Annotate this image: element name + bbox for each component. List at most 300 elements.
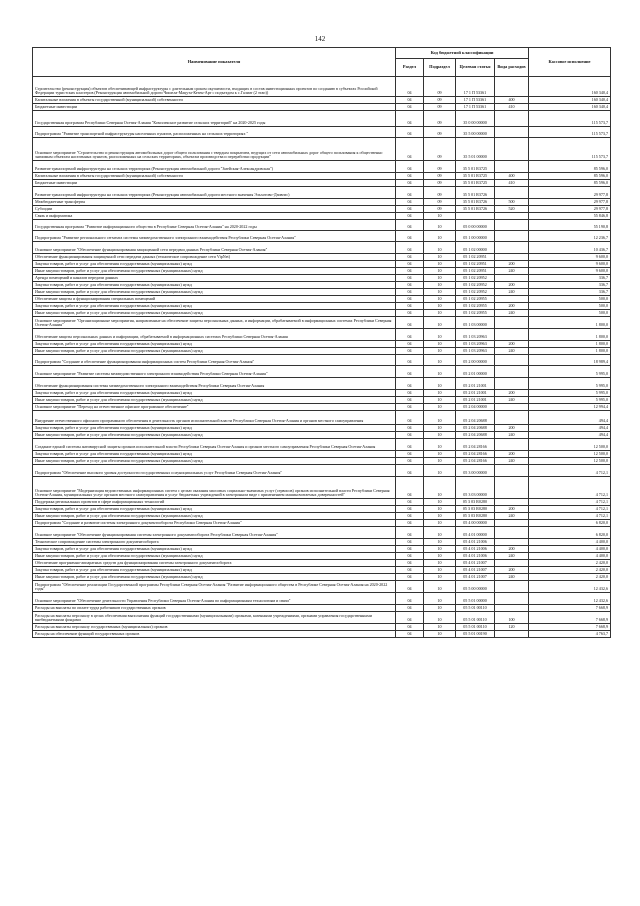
row-podrazdel: 10 bbox=[424, 329, 456, 341]
row-razdel: 04 bbox=[396, 111, 424, 127]
row-amount: 4 712,1 bbox=[529, 506, 611, 513]
row-name: Основное мероприятие "Строительство и реконструкция автомобильных дорог общего пользования с твердым покрытием, ведущих от сети автомобильных дорог общего пользования к общественно значимым объектам населенных пунктов, расположенных на сельских территориях, объектам производства и переработки продукции" bbox=[33, 138, 396, 161]
row-podrazdel: 10 bbox=[424, 213, 456, 220]
table-row bbox=[33, 378, 611, 390]
row-vid: 240 bbox=[495, 289, 529, 296]
row-razdel: 04 bbox=[396, 355, 424, 366]
row-name: Иные закупки товаров, работ и услуг для обеспечения государственных (муниципальных) нужд bbox=[33, 348, 396, 355]
row-celevaya: 05 1 00 00000 bbox=[456, 231, 495, 242]
row-name: Основное мероприятие "Обеспечение функционирования защищенной сети передачи данных Республики Северная Осетия-Алания" bbox=[33, 242, 396, 254]
page-number: 142 bbox=[314, 35, 326, 43]
table-row bbox=[33, 173, 611, 180]
row-vid bbox=[495, 77, 529, 97]
row-celevaya bbox=[456, 213, 495, 220]
row-podrazdel: 10 bbox=[424, 520, 456, 527]
row-amount: 1 800,0 bbox=[529, 348, 611, 355]
row-vid: 400 bbox=[495, 97, 529, 104]
table-row bbox=[33, 404, 611, 411]
table-row bbox=[33, 282, 611, 289]
row-razdel: 04 bbox=[396, 303, 424, 310]
table-row bbox=[33, 355, 611, 366]
row-name: Внедрение отечественного офисного программного обеспечения в деятельность органов исполнительной власти Республики Северная Осетия-Алания и органов местного самоуправления bbox=[33, 411, 396, 425]
row-razdel: 04 bbox=[396, 605, 424, 612]
row-celevaya: 35 5 01 00000 bbox=[456, 138, 495, 161]
row-podrazdel: 10 bbox=[424, 546, 456, 553]
row-amount: 500,0 bbox=[529, 303, 611, 310]
row-podrazdel: 09 bbox=[424, 187, 456, 199]
row-amount: 4 400,0 bbox=[529, 539, 611, 546]
row-razdel: 04 bbox=[396, 199, 424, 206]
row-name: Субсидии bbox=[33, 206, 396, 213]
row-razdel: 04 bbox=[396, 348, 424, 355]
table-row bbox=[33, 560, 611, 567]
row-name: Закупка товаров, работ и услуг для обеспечения государственных (муниципальных) нужд bbox=[33, 341, 396, 348]
row-celevaya: 05 5 01 00110 bbox=[456, 612, 495, 624]
row-razdel: 04 bbox=[396, 187, 424, 199]
row-podrazdel: 10 bbox=[424, 499, 456, 506]
row-amount: 85 596,0 bbox=[529, 161, 611, 173]
row-podrazdel: 10 bbox=[424, 553, 456, 560]
row-razdel: 04 bbox=[396, 553, 424, 560]
row-celevaya: 05 1 02 20951 bbox=[456, 268, 495, 275]
row-podrazdel: 10 bbox=[424, 310, 456, 317]
row-name: Развитие транспортной инфраструктуры на сельских территориях (Реконструкция автомобильной дороги местного значения Эльхотово-Дзивгис) bbox=[33, 187, 396, 199]
row-vid bbox=[495, 355, 529, 366]
row-razdel: 04 bbox=[396, 231, 424, 242]
table-row bbox=[33, 397, 611, 404]
table-row bbox=[33, 366, 611, 378]
row-razdel: 04 bbox=[396, 574, 424, 581]
table-row bbox=[33, 477, 611, 499]
table-row bbox=[33, 451, 611, 458]
row-celevaya: 05 1 02 20952 bbox=[456, 289, 495, 296]
row-amount: 4 712,1 bbox=[529, 513, 611, 520]
row-celevaya: 05 2 01 21001 bbox=[456, 397, 495, 404]
row-name: Иные закупки товаров, работ и услуг для обеспечения государственных (муниципальных) нужд bbox=[33, 432, 396, 439]
row-amount: 160 340,4 bbox=[529, 77, 611, 97]
table-row bbox=[33, 231, 611, 242]
row-podrazdel: 10 bbox=[424, 282, 456, 289]
table-row bbox=[33, 213, 611, 220]
row-razdel: 04 bbox=[396, 612, 424, 624]
table-row bbox=[33, 254, 611, 261]
row-amount: 336,7 bbox=[529, 282, 611, 289]
row-amount: 12 500,0 bbox=[529, 458, 611, 465]
table-row bbox=[33, 605, 611, 612]
row-name: Иные закупки товаров, работ и услуг для обеспечения государственных (муниципальных) нужд bbox=[33, 268, 396, 275]
row-name: Подпрограмма "Обеспечение высокого уровня доступности государственных и муниципальных услуг Республики Северная Осетия-Алания" bbox=[33, 465, 396, 477]
row-celevaya: 05 1 02 20951 bbox=[456, 261, 495, 268]
row-vid bbox=[495, 499, 529, 506]
row-amount: 5 995,0 bbox=[529, 390, 611, 397]
row-podrazdel: 09 bbox=[424, 161, 456, 173]
row-celevaya: 05 1 02 20955 bbox=[456, 310, 495, 317]
row-razdel: 04 bbox=[396, 220, 424, 231]
row-celevaya: 35 5 01 R3726 bbox=[456, 199, 495, 206]
row-vid bbox=[495, 138, 529, 161]
table-row bbox=[33, 348, 611, 355]
row-vid: 240 bbox=[495, 458, 529, 465]
row-name: Основное мероприятие "Обеспечение деятельности Управления Республики Северная Осетия-Алания по информационным технологиям и связи" bbox=[33, 593, 396, 605]
row-razdel: 04 bbox=[396, 506, 424, 513]
row-razdel: 04 bbox=[396, 378, 424, 390]
row-celevaya: 05 1 03 20963 bbox=[456, 341, 495, 348]
row-podrazdel: 10 bbox=[424, 631, 456, 638]
header-podrazdel: Подраздел bbox=[424, 59, 456, 77]
row-razdel: 04 bbox=[396, 458, 424, 465]
table-row bbox=[33, 341, 611, 348]
row-razdel: 04 bbox=[396, 282, 424, 289]
table-row bbox=[33, 631, 611, 638]
row-podrazdel: 09 bbox=[424, 180, 456, 187]
row-podrazdel: 10 bbox=[424, 303, 456, 310]
row-razdel: 04 bbox=[396, 329, 424, 341]
row-celevaya: 17 1 П 53361 bbox=[456, 104, 495, 111]
header-kassa: Кассовое исполнение bbox=[529, 48, 611, 77]
row-vid bbox=[495, 111, 529, 127]
row-razdel: 04 bbox=[396, 242, 424, 254]
row-podrazdel: 10 bbox=[424, 366, 456, 378]
row-razdel: 04 bbox=[396, 254, 424, 261]
table-row bbox=[33, 275, 611, 282]
row-amount: 85 596,0 bbox=[529, 173, 611, 180]
row-vid bbox=[495, 213, 529, 220]
row-amount: 7 668,9 bbox=[529, 624, 611, 631]
row-razdel: 04 bbox=[396, 275, 424, 282]
row-vid bbox=[495, 539, 529, 546]
row-podrazdel: 10 bbox=[424, 513, 456, 520]
row-celevaya: 05 1 02 20955 bbox=[456, 296, 495, 303]
row-razdel: 04 bbox=[396, 631, 424, 638]
row-vid bbox=[495, 465, 529, 477]
row-name: Основное мероприятие "Развитие системы межведомственного электронного взаимодействия Республики Северная Осетия-Алания" bbox=[33, 366, 396, 378]
row-vid bbox=[495, 220, 529, 231]
row-celevaya: 05 4 01 21007 bbox=[456, 567, 495, 574]
row-razdel: 04 bbox=[396, 289, 424, 296]
row-amount: 7 668,9 bbox=[529, 612, 611, 624]
row-celevaya: 05 5 01 00110 bbox=[456, 624, 495, 631]
table-row bbox=[33, 127, 611, 138]
row-vid bbox=[495, 231, 529, 242]
row-amount: 4 712,1 bbox=[529, 477, 611, 499]
row-vid bbox=[495, 317, 529, 329]
row-celevaya: 05 5 01 00000 bbox=[456, 593, 495, 605]
row-celevaya: 05 2 04 00000 bbox=[456, 404, 495, 411]
row-podrazdel: 10 bbox=[424, 574, 456, 581]
table-row bbox=[33, 624, 611, 631]
row-amount: 12 236,7 bbox=[529, 231, 611, 242]
row-amount: 5 995,0 bbox=[529, 366, 611, 378]
row-amount: 4 400,0 bbox=[529, 553, 611, 560]
row-razdel: 04 bbox=[396, 546, 424, 553]
row-podrazdel: 09 bbox=[424, 97, 456, 104]
row-vid: 200 bbox=[495, 425, 529, 432]
row-celevaya: 35 5 01 R3725 bbox=[456, 173, 495, 180]
table-header bbox=[33, 48, 611, 77]
row-amount: 85 596,0 bbox=[529, 180, 611, 187]
row-podrazdel: 09 bbox=[424, 199, 456, 206]
row-podrazdel: 10 bbox=[424, 567, 456, 574]
row-podrazdel: 09 bbox=[424, 111, 456, 127]
row-amount: 10 436,7 bbox=[529, 242, 611, 254]
row-razdel: 04 bbox=[396, 451, 424, 458]
table-row bbox=[33, 506, 611, 513]
row-razdel: 04 bbox=[396, 513, 424, 520]
table-row bbox=[33, 289, 611, 296]
row-name: Бюджетные инвестиции bbox=[33, 180, 396, 187]
row-podrazdel: 09 bbox=[424, 104, 456, 111]
row-razdel: 04 bbox=[396, 317, 424, 329]
row-podrazdel: 10 bbox=[424, 348, 456, 355]
row-podrazdel: 10 bbox=[424, 527, 456, 539]
row-celevaya: 05 1 02 20952 bbox=[456, 282, 495, 289]
row-vid bbox=[495, 161, 529, 173]
row-razdel: 04 bbox=[396, 425, 424, 432]
row-vid bbox=[495, 242, 529, 254]
row-name: Иные закупки товаров, работ и услуг для обеспечения государственных (муниципальных) нужд bbox=[33, 289, 396, 296]
row-razdel: 04 bbox=[396, 104, 424, 111]
row-celevaya: 05 1 03 00000 bbox=[456, 317, 495, 329]
row-celevaya: 35 5 01 R3726 bbox=[456, 206, 495, 213]
row-razdel: 04 bbox=[396, 527, 424, 539]
row-razdel: 04 bbox=[396, 404, 424, 411]
row-podrazdel: 10 bbox=[424, 231, 456, 242]
row-amount: 6 820,0 bbox=[529, 520, 611, 527]
table-row bbox=[33, 553, 611, 560]
row-name: Иные закупки товаров, работ и услуг для обеспечения государственных (муниципальных) нужд bbox=[33, 574, 396, 581]
row-vid: 240 bbox=[495, 513, 529, 520]
table-row bbox=[33, 527, 611, 539]
table-row bbox=[33, 77, 611, 97]
row-celevaya: 05 2 01 21001 bbox=[456, 390, 495, 397]
row-celevaya: 35 5 00 00000 bbox=[456, 127, 495, 138]
table-row bbox=[33, 242, 611, 254]
row-celevaya: 05 2 04 20688 bbox=[456, 432, 495, 439]
row-celevaya: 05 5 01 00110 bbox=[456, 605, 495, 612]
row-podrazdel: 10 bbox=[424, 465, 456, 477]
row-name: Иные закупки товаров, работ и услуг для обеспечения государственных (муниципальных) нужд bbox=[33, 513, 396, 520]
row-amount: 494,4 bbox=[529, 411, 611, 425]
table-row bbox=[33, 329, 611, 341]
row-podrazdel: 09 bbox=[424, 206, 456, 213]
row-podrazdel: 10 bbox=[424, 477, 456, 499]
table-row bbox=[33, 465, 611, 477]
row-podrazdel: 10 bbox=[424, 425, 456, 432]
row-amount: 4 763,7 bbox=[529, 631, 611, 638]
row-vid: 200 bbox=[495, 451, 529, 458]
row-name: Развитие транспортной инфраструктуры на сельских территориях (Реконструкция автомобильной дороги "Змейская-Александровская") bbox=[33, 161, 396, 173]
row-razdel: 04 bbox=[396, 206, 424, 213]
row-razdel: 04 bbox=[396, 439, 424, 451]
table-row bbox=[33, 425, 611, 432]
row-name: Подпрограмма "Создание и развитие системы электронного документооборота Республики Северная Осетия-Алания" bbox=[33, 520, 396, 527]
row-podrazdel: 10 bbox=[424, 378, 456, 390]
row-amount: 2 420,0 bbox=[529, 560, 611, 567]
row-amount: 12 432,6 bbox=[529, 593, 611, 605]
row-amount: 55 846,8 bbox=[529, 213, 611, 220]
row-name: Капитальные вложения в объекты государственной (муниципальной) собственности bbox=[33, 97, 396, 104]
row-podrazdel: 09 bbox=[424, 127, 456, 138]
row-vid: 520 bbox=[495, 206, 529, 213]
row-name: Подпрограмма "Обеспечение реализации Государственной программы Республики Северная Осетия-Алания "Развитие информационного общества в Республике Северная Осетия-Алания на 2020-2022 годы" bbox=[33, 581, 396, 593]
row-vid bbox=[495, 275, 529, 282]
row-amount: 9 600,0 bbox=[529, 261, 611, 268]
row-name: Аренда помещений и каналов передачи данных bbox=[33, 275, 396, 282]
row-amount: 9 600,0 bbox=[529, 268, 611, 275]
row-razdel: 04 bbox=[396, 499, 424, 506]
row-amount: 115 573,7 bbox=[529, 111, 611, 127]
row-vid bbox=[495, 329, 529, 341]
row-vid bbox=[495, 404, 529, 411]
row-razdel: 04 bbox=[396, 268, 424, 275]
row-celevaya: 05 4 01 21007 bbox=[456, 560, 495, 567]
row-celevaya: 05 1 02 20955 bbox=[456, 303, 495, 310]
row-razdel: 04 bbox=[396, 161, 424, 173]
table-row bbox=[33, 161, 611, 173]
row-vid bbox=[495, 581, 529, 593]
row-amount: 336,7 bbox=[529, 289, 611, 296]
row-podrazdel: 10 bbox=[424, 404, 456, 411]
row-vid: 240 bbox=[495, 574, 529, 581]
row-amount: 29 977,8 bbox=[529, 187, 611, 199]
row-celevaya: 05 4 01 21006 bbox=[456, 553, 495, 560]
row-razdel: 04 bbox=[396, 465, 424, 477]
row-podrazdel: 10 bbox=[424, 605, 456, 612]
row-podrazdel: 10 bbox=[424, 451, 456, 458]
row-amount: 7 668,9 bbox=[529, 605, 611, 612]
row-razdel: 04 bbox=[396, 213, 424, 220]
row-name: Основное мероприятие "Переход на отечественное офисное программное обеспечение" bbox=[33, 404, 396, 411]
row-celevaya: 05 2 04 28166 bbox=[456, 458, 495, 465]
row-razdel: 04 bbox=[396, 477, 424, 499]
row-razdel: 04 bbox=[396, 180, 424, 187]
row-vid: 120 bbox=[495, 624, 529, 631]
row-celevaya: 05 4 01 21006 bbox=[456, 546, 495, 553]
row-name: Поддержка региональных проектов в сфере информационных технологий bbox=[33, 499, 396, 506]
row-razdel: 04 bbox=[396, 97, 424, 104]
table-row bbox=[33, 567, 611, 574]
row-name: Государственная программа Республики Северная Осетия-Алания "Комплексное развитие сельских территорий" на 2020-2025 годы bbox=[33, 111, 396, 127]
table-row bbox=[33, 539, 611, 546]
row-podrazdel: 10 bbox=[424, 268, 456, 275]
table-row bbox=[33, 499, 611, 506]
row-name: Государственная программа "Развитие информационного общества в Республике Северная Осетия-Алания" на 2020-2022 годы bbox=[33, 220, 396, 231]
row-celevaya: 05 4 01 00000 bbox=[456, 527, 495, 539]
row-celevaya: 05 2 01 21001 bbox=[456, 378, 495, 390]
row-amount: 2 420,0 bbox=[529, 567, 611, 574]
row-name: Иные закупки товаров, работ и услуг для обеспечения государственных (муниципальных) нужд bbox=[33, 458, 396, 465]
row-name: Закупка товаров, работ и услуг для обеспечения государственных (муниципальных) нужд bbox=[33, 303, 396, 310]
row-razdel: 04 bbox=[396, 366, 424, 378]
row-name: Обеспечение функционирования защищенной сети передачи данных (техническое сопровождение сети VipNet) bbox=[33, 254, 396, 261]
row-amount: 18 989,4 bbox=[529, 355, 611, 366]
row-razdel: 04 bbox=[396, 581, 424, 593]
row-podrazdel: 09 bbox=[424, 173, 456, 180]
row-razdel: 04 bbox=[396, 624, 424, 631]
row-vid: 240 bbox=[495, 432, 529, 439]
table-body bbox=[33, 77, 611, 638]
row-razdel: 04 bbox=[396, 432, 424, 439]
row-podrazdel: 10 bbox=[424, 317, 456, 329]
table-row bbox=[33, 268, 611, 275]
table-row bbox=[33, 317, 611, 329]
table-row bbox=[33, 111, 611, 127]
table-row bbox=[33, 104, 611, 111]
row-name: Расходы на выплаты по оплате труда работников государственных органов bbox=[33, 605, 396, 612]
table-row bbox=[33, 439, 611, 451]
row-amount: 5 995,0 bbox=[529, 378, 611, 390]
header-vid: Вида расходов bbox=[495, 59, 529, 77]
row-name: Расходы на выплаты персоналу государственных (муниципальных) органов bbox=[33, 624, 396, 631]
row-podrazdel: 10 bbox=[424, 539, 456, 546]
row-name: Расходы на обеспечение функций государственных органов bbox=[33, 631, 396, 638]
table-row bbox=[33, 574, 611, 581]
row-podrazdel: 10 bbox=[424, 261, 456, 268]
row-name: Закупка товаров, работ и услуг для обеспечения государственных (муниципальных) нужд bbox=[33, 390, 396, 397]
row-vid: 240 bbox=[495, 310, 529, 317]
row-podrazdel: 10 bbox=[424, 612, 456, 624]
row-vid bbox=[495, 378, 529, 390]
row-name: Подпрограмма "Развитие регионального сегмента системы межведомственного электронного взаимодействия Республики Северная Осетия-Алания" bbox=[33, 231, 396, 242]
row-amount: 2 420,0 bbox=[529, 574, 611, 581]
row-vid: 200 bbox=[495, 282, 529, 289]
row-celevaya: 05 4 00 00000 bbox=[456, 520, 495, 527]
row-podrazdel: 09 bbox=[424, 138, 456, 161]
row-vid: 200 bbox=[495, 261, 529, 268]
row-amount: 29 977,8 bbox=[529, 206, 611, 213]
row-amount: 12 500,0 bbox=[529, 439, 611, 451]
row-podrazdel: 10 bbox=[424, 341, 456, 348]
row-amount: 160 340,4 bbox=[529, 97, 611, 104]
table-row bbox=[33, 220, 611, 231]
row-amount: 494,4 bbox=[529, 425, 611, 432]
row-razdel: 04 bbox=[396, 127, 424, 138]
row-amount: 1 800,0 bbox=[529, 341, 611, 348]
row-vid: 400 bbox=[495, 173, 529, 180]
row-razdel: 04 bbox=[396, 138, 424, 161]
row-name: Закупка товаров, работ и услуг для обеспечения государственных (муниципальных) нужд bbox=[33, 282, 396, 289]
row-podrazdel: 10 bbox=[424, 275, 456, 282]
row-name: Бюджетные инвестиции bbox=[33, 104, 396, 111]
row-vid bbox=[495, 477, 529, 499]
row-razdel: 04 bbox=[396, 296, 424, 303]
row-podrazdel: 10 bbox=[424, 560, 456, 567]
row-podrazdel: 10 bbox=[424, 506, 456, 513]
row-vid: 240 bbox=[495, 397, 529, 404]
row-amount: 160 340,4 bbox=[529, 104, 611, 111]
row-podrazdel: 10 bbox=[424, 624, 456, 631]
table-row bbox=[33, 261, 611, 268]
row-podrazdel: 10 bbox=[424, 432, 456, 439]
row-name: Расходы на выплаты персоналу в целях обеспечения выполнения функций государственными (муниципальными) органами, казенными учреждениями, органами управления государственными внебюджетными фондами bbox=[33, 612, 396, 624]
row-amount: 5 995,0 bbox=[529, 397, 611, 404]
row-name: Закупка товаров, работ и услуг для обеспечения государственных (муниципальных) нужд bbox=[33, 546, 396, 553]
table-row bbox=[33, 206, 611, 213]
row-celevaya: 35 5 01 R3726 bbox=[456, 187, 495, 199]
row-celevaya: 35 5 01 R3725 bbox=[456, 161, 495, 173]
row-amount: 29 977,8 bbox=[529, 199, 611, 206]
table-row bbox=[33, 180, 611, 187]
row-vid: 500 bbox=[495, 199, 529, 206]
row-celevaya: 05 0 00 00000 bbox=[456, 220, 495, 231]
header-celevaya: Целевая статья bbox=[456, 59, 495, 77]
row-amount: 12 432,6 bbox=[529, 581, 611, 593]
row-vid bbox=[495, 411, 529, 425]
table-row bbox=[33, 546, 611, 553]
table-row bbox=[33, 593, 611, 605]
row-razdel: 04 bbox=[396, 560, 424, 567]
row-celevaya: 17 1 П 53361 bbox=[456, 77, 495, 97]
